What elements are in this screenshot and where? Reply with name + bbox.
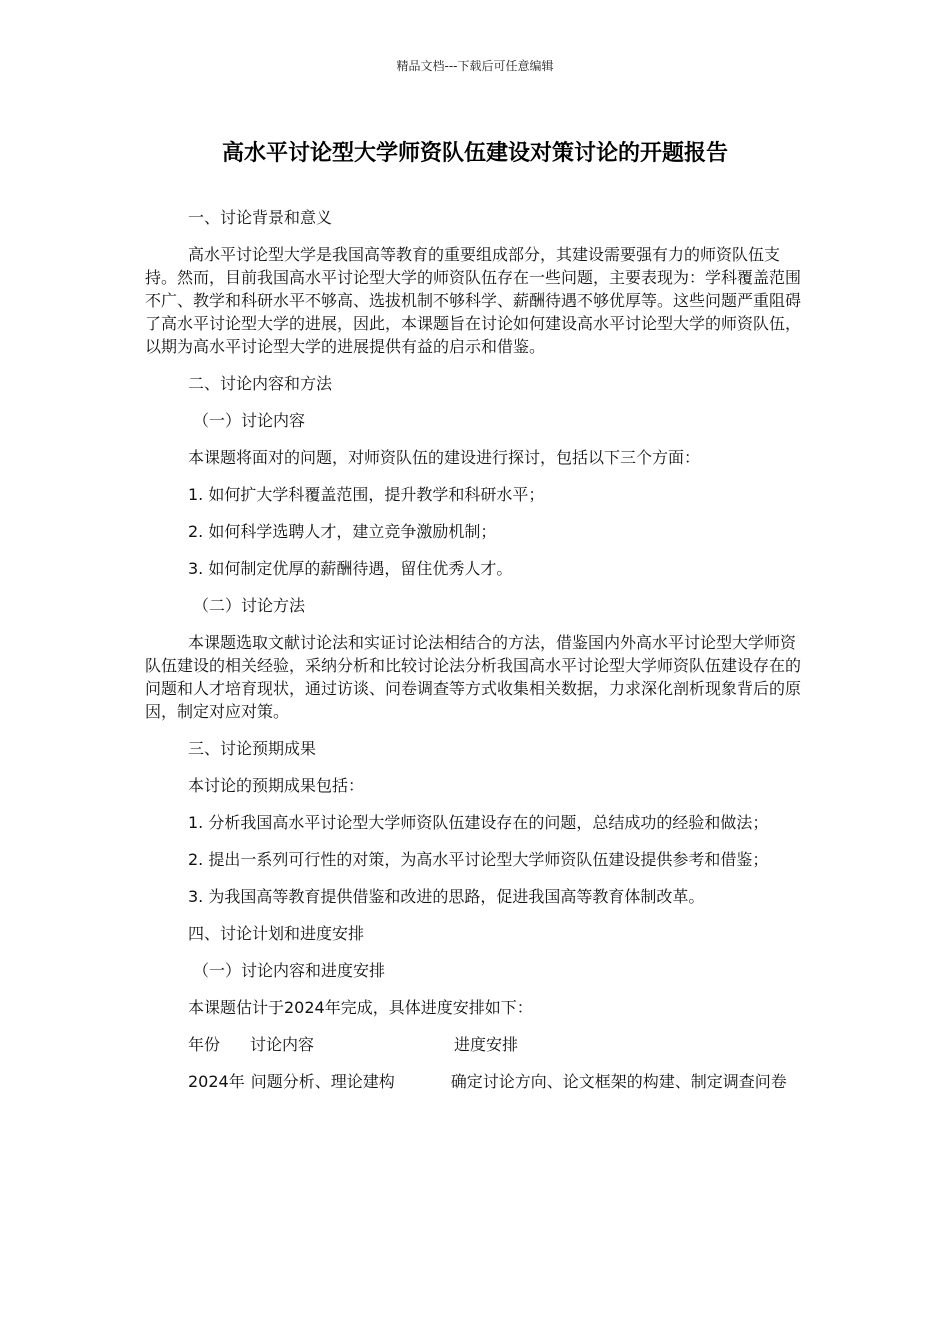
schedule-header-content: 讨论内容 bbox=[250, 1035, 315, 1054]
subsection-heading: （二）讨论方法 bbox=[193, 596, 306, 615]
list-item: 2. 如何科学选聘人才，建立竞争激励机制； bbox=[188, 522, 497, 541]
section-heading: 一、讨论背景和意义 bbox=[188, 208, 333, 227]
paragraph: 本课题估计于2024年完成，具体进度安排如下： bbox=[188, 998, 533, 1017]
subsection-heading: （一）讨论内容和进度安排 bbox=[193, 961, 386, 980]
section-heading: 二、讨论内容和方法 bbox=[188, 374, 333, 393]
document-title: 高水平讨论型大学师资队伍建设对策讨论的开题报告 bbox=[221, 141, 728, 166]
schedule-row bbox=[145, 1070, 807, 1093]
paragraph: 本课题将面对的问题，对师资队伍的建设进行探讨，包括以下三个方面： bbox=[188, 448, 701, 467]
page-header: 精品文档---下载后可任意编辑 bbox=[396, 59, 554, 73]
schedule-cell-year: 2024年 bbox=[188, 1072, 245, 1091]
list-item: 3. 为我国高等教育提供借鉴和改进的思路，促进我国高等教育体制改革。 bbox=[188, 887, 705, 906]
schedule-header-progress: 进度安排 bbox=[454, 1035, 519, 1054]
document-body bbox=[145, 206, 807, 1107]
section-heading: 三、讨论预期成果 bbox=[188, 739, 317, 758]
list-item: 1. 分析我国高水平讨论型大学师资队伍建设存在的问题，总结成功的经验和做法； bbox=[188, 813, 769, 832]
paragraph: 本课题选取文献讨论法和实证讨论法相结合的方法，借鉴国内外高水平讨论型大学师资队伍建设的相关经验，采纳分析和比较讨论法分析我国高水平讨论型大学师资队伍建设存在的问题和人才培育现状，通过访谈、问卷调查等方式收集相关数据，力求深化剖析现象背后的原因，制定对应对策。 bbox=[145, 633, 802, 721]
subsection-heading: （一）讨论内容 bbox=[193, 411, 306, 430]
paragraph: 高水平讨论型大学是我国高等教育的重要组成部分，其建设需要强有力的师资队伍支持。然而，目前我国高水平讨论型大学的师资队伍存在一些问题，主要表现为：学科覆盖范围不广、教学和科研水平不够高、选拔机制不够科学、薪酬待遇不够优厚等。这些问题严重阻碍了高水平讨论型大学的进展，因此，本课题旨在讨论如何建设高水平讨论型大学的师资队伍，以期为高水平讨论型大学的进展提供有益的启示和借鉴。 bbox=[145, 245, 802, 356]
schedule-cell-content: 问题分析、理论建构 bbox=[250, 1072, 395, 1091]
schedule-cell-progress: 确定讨论方向、论文框架的构建、制定调查问卷 bbox=[450, 1072, 787, 1091]
schedule-header-row bbox=[145, 1033, 807, 1056]
schedule-header-year: 年份 bbox=[188, 1035, 221, 1054]
list-item: 3. 如何制定优厚的薪酬待遇，留住优秀人才。 bbox=[188, 559, 513, 578]
section-heading: 四、讨论计划和进度安排 bbox=[188, 924, 365, 943]
list-item: 1. 如何扩大学科覆盖范围，提升教学和科研水平； bbox=[188, 485, 545, 504]
paragraph: 本讨论的预期成果包括： bbox=[188, 776, 365, 795]
list-item: 2. 提出一系列可行性的对策，为高水平讨论型大学师资队伍建设提供参考和借鉴； bbox=[188, 850, 769, 869]
